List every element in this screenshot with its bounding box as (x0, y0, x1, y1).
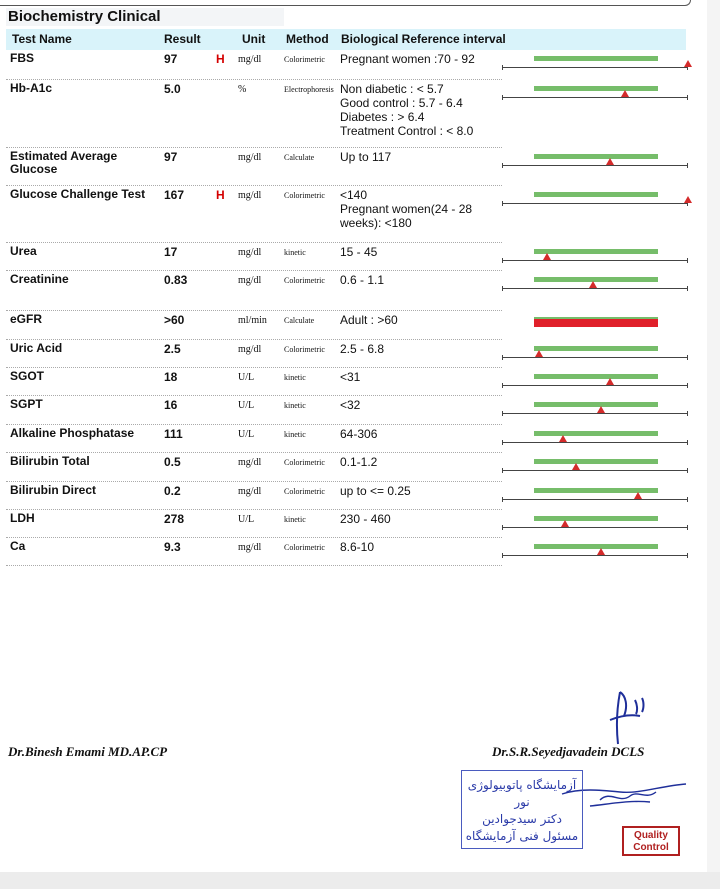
scroll-edge (707, 0, 720, 889)
test-unit: ml/min (238, 315, 267, 326)
table-header (6, 29, 686, 50)
test-method: kinetic (284, 430, 306, 439)
reference-line: Up to 117 (340, 150, 392, 164)
test-name: eGFR (10, 312, 43, 326)
reference-line: <140 (340, 188, 368, 202)
reference-line: 0.1-1.2 (340, 455, 378, 469)
reference-line: <32 (340, 398, 361, 412)
result-scale-line (502, 260, 688, 261)
table-row-uric-acid (6, 342, 692, 370)
test-name: SGOT (10, 369, 45, 383)
row-separator (6, 537, 502, 538)
test-unit: mg/dl (238, 275, 262, 286)
reference-line: Treatment Control : < 8.0 (340, 124, 474, 138)
test-result: >60 (164, 313, 185, 327)
result-scale-line (502, 385, 688, 386)
stamp-line-3: مسئول فنی آزمایشگاه (465, 829, 579, 843)
result-marker (572, 463, 580, 470)
reference-line: Good control : 5.7 - 6.4 (340, 96, 463, 110)
result-scale-line (502, 357, 688, 358)
test-unit: U/L (238, 429, 255, 440)
qc-line-2: Control (633, 842, 669, 853)
row-separator (6, 79, 502, 80)
test-name: FBS (10, 51, 34, 65)
col-unit: Unit (242, 32, 266, 46)
left-doctor-name: Dr.Binesh Emami MD.AP.CP (8, 744, 168, 759)
table-row-ldh (6, 512, 692, 540)
row-separator (6, 481, 502, 482)
test-name: LDH (10, 511, 35, 525)
table-row-sgpt (6, 398, 692, 427)
reference-range-bar (534, 192, 658, 197)
reference-line: <31 (340, 370, 361, 384)
test-result: 111 (164, 427, 183, 441)
reference-range-bar (534, 431, 658, 436)
page-footer (0, 872, 720, 889)
row-separator (6, 310, 502, 311)
test-result: 16 (164, 398, 178, 412)
row-separator (6, 424, 502, 425)
col-result: Result (164, 32, 201, 46)
test-unit: U/L (238, 400, 255, 411)
test-method: kinetic (284, 373, 306, 382)
row-separator (6, 270, 502, 271)
high-flag: H (216, 52, 225, 66)
table-row-urea (6, 245, 692, 273)
reference-range-bar (534, 56, 658, 61)
test-method: Colorimetric (284, 543, 325, 552)
test-method: kinetic (284, 248, 306, 257)
result-marker (597, 406, 605, 413)
result-scale-line (502, 203, 688, 204)
col-reference: Biological Reference interval (341, 32, 506, 46)
test-unit: % (238, 84, 247, 95)
result-scale-line (502, 97, 688, 98)
table-row-fbs (6, 52, 692, 82)
section-title: Biochemistry Clinical (6, 8, 284, 26)
test-method: Electrophoresis (284, 85, 334, 94)
table-row-glucose-challenge-test (6, 188, 692, 245)
result-marker (606, 158, 614, 165)
table-row-bilirubin-direct (6, 484, 692, 512)
test-result: 167 (164, 188, 185, 202)
test-name: Creatinine (10, 272, 69, 286)
table-row-ca (6, 540, 692, 568)
test-method: Colorimetric (284, 487, 325, 496)
test-unit: mg/dl (238, 486, 262, 497)
test-name: Uric Acid (10, 341, 63, 355)
page-top-border (0, 0, 691, 6)
test-name: Ca (10, 539, 26, 553)
test-result: 0.2 (164, 484, 181, 498)
reference-line: Diabetes : > 6.4 (340, 110, 425, 124)
test-method: kinetic (284, 515, 306, 524)
reference-line: Non diabetic : < 5.7 (340, 82, 444, 96)
row-separator (6, 185, 502, 186)
test-result: 17 (164, 245, 178, 259)
reference-line: 0.6 - 1.1 (340, 273, 385, 287)
test-name: Hb-A1c (10, 81, 53, 95)
col-test-name: Test Name (12, 32, 72, 46)
result-scale-line (502, 288, 688, 289)
test-result: 5.0 (164, 82, 181, 96)
result-marker (559, 435, 567, 442)
test-result: 0.83 (164, 273, 188, 287)
result-marker (684, 196, 692, 203)
test-method: Colorimetric (284, 345, 325, 354)
reference-line: 230 - 460 (340, 512, 391, 526)
test-result: 9.3 (164, 540, 181, 554)
result-marker (606, 378, 614, 385)
reference-range-bar (534, 249, 658, 254)
test-name: Alkaline Phosphatase (10, 426, 135, 440)
table-row-egfr (6, 313, 692, 342)
test-method: Calculate (284, 316, 315, 325)
test-name: Glucose Challenge Test (10, 187, 146, 201)
test-unit: mg/dl (238, 344, 262, 355)
test-unit: mg/dl (238, 190, 262, 201)
test-name: Bilirubin Direct (10, 483, 97, 497)
table-row-hb-a1c (6, 82, 692, 150)
test-name: Estimated Average Glucose (10, 149, 118, 176)
stamp-line-2: دکتر سیدجوادین (482, 812, 562, 826)
result-marker (634, 492, 642, 499)
lab-stamp (461, 770, 583, 849)
result-scale-line (502, 67, 688, 68)
row-separator (6, 565, 502, 566)
stamp-line-1: آزمایشگاه پاتوبیولوژی نور (467, 778, 577, 809)
test-unit: mg/dl (238, 152, 262, 163)
high-flag: H (216, 188, 225, 202)
test-unit: mg/dl (238, 457, 262, 468)
reference-range-bar (534, 374, 658, 379)
test-result: 0.5 (164, 455, 181, 469)
test-name: Bilirubin Total (10, 454, 90, 468)
reference-line: up to <= 0.25 (340, 484, 411, 498)
table-row-bilirubin-total (6, 455, 692, 484)
test-unit: mg/dl (238, 247, 262, 258)
reference-line: 15 - 45 (340, 245, 378, 259)
col-method: Method (286, 32, 329, 46)
reference-range-bar (534, 317, 658, 327)
row-separator (6, 242, 502, 243)
row-separator (6, 367, 502, 368)
table-row-estimated-average-glucose (6, 150, 692, 188)
right-doctor-name: Dr.S.R.Seyedjavadein DCLS (492, 744, 645, 759)
result-marker (535, 350, 543, 357)
result-scale-line (502, 555, 688, 556)
test-name: Urea (10, 244, 37, 258)
result-marker (621, 90, 629, 97)
result-marker (684, 60, 692, 67)
result-scale-line (502, 470, 688, 471)
row-separator (6, 147, 502, 148)
reference-line: weeks): <180 (340, 216, 412, 230)
result-scale-line (502, 413, 688, 414)
row-separator (6, 395, 502, 396)
test-result: 278 (164, 512, 185, 526)
test-result: 97 (164, 52, 178, 66)
test-method: Colorimetric (284, 191, 325, 200)
test-method: Calculate (284, 153, 315, 162)
quality-control-badge (622, 826, 680, 856)
result-marker (543, 253, 551, 260)
test-method: kinetic (284, 401, 306, 410)
reference-range-bar (534, 516, 658, 521)
result-marker (561, 520, 569, 527)
reference-range-bar (534, 346, 658, 351)
reference-line: Adult : >60 (340, 313, 398, 327)
result-marker (597, 548, 605, 555)
table-row-alkaline-phosphatase (6, 427, 692, 455)
result-marker (589, 281, 597, 288)
test-method: Colorimetric (284, 55, 325, 64)
result-scale-line (502, 499, 688, 500)
test-result: 18 (164, 370, 178, 384)
test-method: Colorimetric (284, 458, 325, 467)
reference-line: Pregnant women :70 - 92 (340, 52, 475, 66)
test-unit: U/L (238, 514, 255, 525)
row-separator (6, 509, 502, 510)
test-unit: mg/dl (238, 54, 262, 65)
reference-line: 64-306 (340, 427, 378, 441)
row-separator (6, 452, 502, 453)
signature-mark (590, 686, 650, 746)
test-result: 2.5 (164, 342, 181, 356)
reference-line: 2.5 - 6.8 (340, 342, 385, 356)
reference-range-bar (534, 154, 658, 159)
test-unit: U/L (238, 372, 255, 383)
table-row-sgot (6, 370, 692, 398)
qc-line-1: Quality (634, 830, 668, 841)
reference-line: Pregnant women(24 - 28 (340, 202, 473, 216)
result-scale-line (502, 527, 688, 528)
test-method: Colorimetric (284, 276, 325, 285)
test-result: 97 (164, 150, 178, 164)
reference-line: 8.6-10 (340, 540, 375, 554)
reference-range-bar (534, 459, 658, 464)
row-separator (6, 339, 502, 340)
test-name: SGPT (10, 397, 43, 411)
reference-range-bar (534, 86, 658, 91)
result-scale-line (502, 165, 688, 166)
table-row-creatinine (6, 273, 692, 313)
test-unit: mg/dl (238, 542, 262, 553)
result-scale-line (502, 442, 688, 443)
